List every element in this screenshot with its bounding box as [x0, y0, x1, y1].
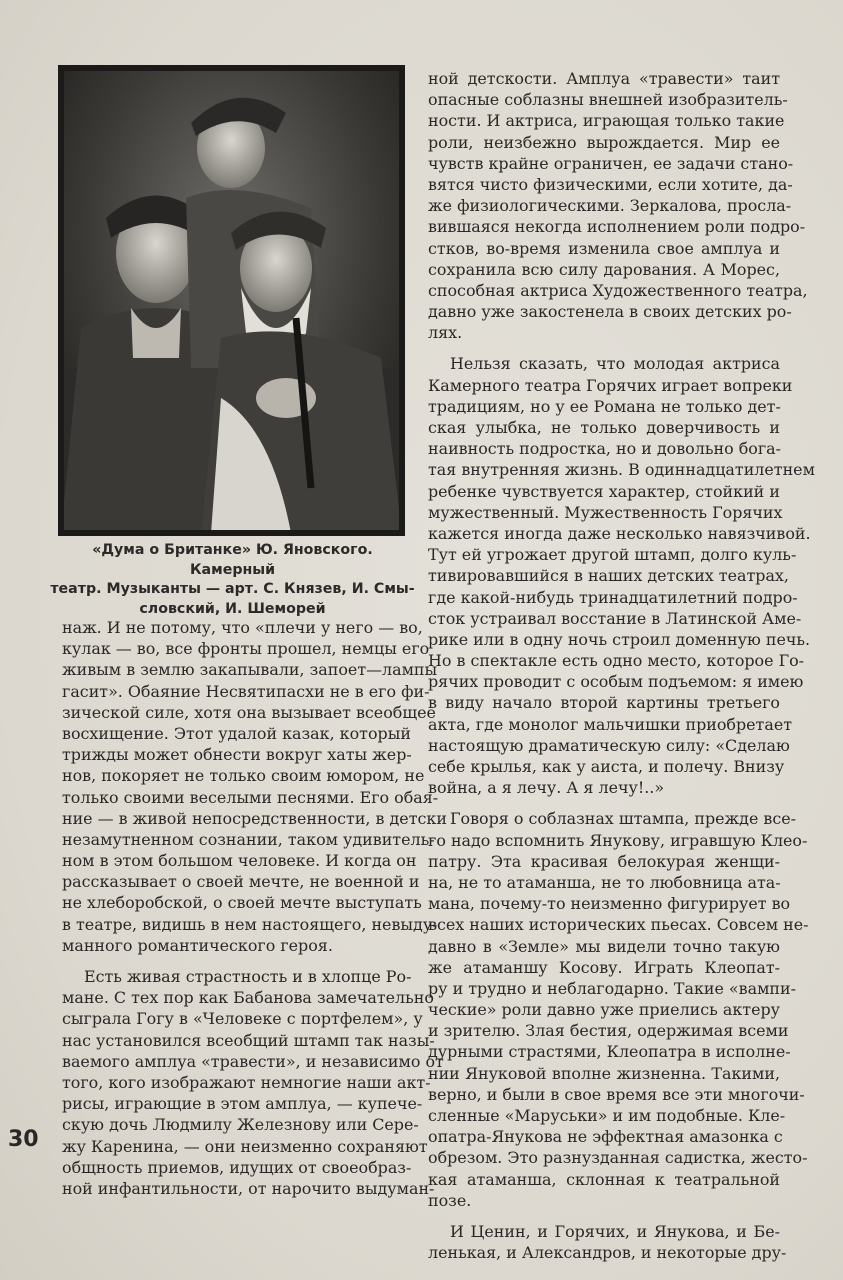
text-line: рассказывает о своей мечте, не военной и [62, 872, 420, 892]
page-number: 30 [8, 1127, 39, 1152]
paragraph [428, 68, 808, 343]
text-line: ская улыбка, не только доверчивость и [428, 418, 780, 437]
text-line: нии Януковой вполне жизненна. Такими, [428, 1063, 780, 1083]
text-line: не хлеборобской, о своей мечте выступать [62, 893, 422, 913]
paragraph [62, 966, 444, 1199]
text-line: война, а я лечу. А я лечу!..» [428, 778, 665, 798]
text-line: Но в спектакле есть одно место, которое Го- [428, 651, 805, 671]
text-line: сохранила всю силу дарования. А Морес, [428, 259, 780, 279]
text-line: Говоря о соблазнах штампа, прежде все- [450, 809, 797, 829]
text-line: давно уже закостенела в своих детских ро- [428, 302, 792, 322]
caption-line: «Дума о Британке» Ю. Яновского. Камерный [92, 542, 373, 578]
text-line: акта, где монолог мальчишки приобретает [428, 714, 793, 734]
text-line: себе крылья, как у аиста, и полечу. Внизу [428, 757, 785, 776]
text-line: кая атаманша, склонная к театральной [428, 1169, 780, 1189]
text-line: нов, покоряет не только своим юмором, не [62, 766, 425, 786]
text-line: чувств крайне ограничен, ее задачи стано- [428, 153, 794, 173]
text-line: Нельзя сказать, что молодая актриса [450, 354, 780, 374]
text-line: стков, во-время изменила свое амплуа и [428, 238, 780, 258]
text-line: верно, и были в свое время все эти многочи- [428, 1084, 805, 1104]
text-line: же атаманшу Косову. Играть Клеопат- [428, 957, 780, 977]
text-line: ние — в живой непосредственности, в детски [62, 808, 447, 828]
paragraph [428, 1221, 787, 1263]
text-line: тивировавшийся в наших детских театрах, [428, 566, 789, 586]
paragraph [62, 617, 447, 956]
text-line: скую дочь Людмилу Железнову или Сере- [62, 1115, 419, 1135]
text-line: живым в землю закапывали, запоет—лампы [62, 660, 438, 680]
text-line: опатра-Янукова не эффектная амазонка с [428, 1127, 783, 1147]
text-line: наж. И не потому, что «плечи у него — во, [62, 618, 423, 637]
text-line: кажется иногда даже несколько навязчивой. [428, 523, 811, 543]
text-line: ваемого амплуа «травести», и независимо от [62, 1051, 444, 1071]
text-line: наивность подростка, но и довольно бога- [428, 439, 782, 459]
theatre-photo [61, 68, 402, 533]
text-line: обрезом. Это разнузданная садистка, жесто- [428, 1148, 808, 1168]
paragraph-gap [62, 956, 404, 966]
text-line: ребенке чувствуется характер, стойкий и [428, 481, 780, 501]
text-line: и зрителю. Злая бестия, одержимая всеми [428, 1021, 789, 1041]
text-line: го надо вспомнить Янукову, игравшую Клео- [428, 830, 808, 850]
text-line: вятся чисто физическими, если хотите, да- [428, 174, 793, 194]
text-line: кулак — во, все фронты прошел, немцы его [62, 639, 430, 659]
text-line: того, кого изображают немногие наши акт- [62, 1072, 431, 1092]
text-line: общность приемов, идущих от своеобраз- [62, 1157, 412, 1177]
text-line: патру. Эта красивая белокурая женщи- [428, 851, 780, 871]
paragraph-gap [428, 798, 780, 808]
text-line: ной инфантильности, от нарочито выдуман- [62, 1178, 435, 1198]
text-line: гасит». Обаяние Несвятипасхи не в его фи- [62, 681, 430, 701]
text-line: дурными страстями, Клеопатра в исполне- [428, 1042, 791, 1062]
text-line: трижды может обнести вокруг хаты жер- [62, 745, 412, 765]
text-line: ности. И актриса, играющая только такие [428, 111, 785, 131]
left-column [62, 617, 447, 1199]
text-line: Камерного театра Горячих играет вопреки [428, 375, 793, 395]
text-line: опасные соблазны внешней изобразитель- [428, 90, 788, 110]
paragraph [428, 353, 815, 798]
text-line: мане. С тех пор как Бабанова замечательно [62, 988, 434, 1008]
text-line: Есть живая страстность и в хлопце Ро- [84, 967, 412, 986]
text-line: же физиологическими. Зеркалова, просла- [428, 196, 792, 216]
text-line: ном в этом большом человеке. И когда он [62, 851, 417, 871]
text-line: настоящую драматическую силу: «Сделаю [428, 735, 790, 755]
text-line: манного романтического героя. [62, 935, 333, 955]
text-line: незамутненном сознании, таком удивитель- [62, 829, 435, 849]
text-line: мана, почему-то неизменно фигурирует во [428, 894, 791, 914]
text-line: давно в «Земле» мы видели точно такую [428, 936, 780, 956]
caption-line: театр. Музыканты — арт. С. Князев, И. Смы- [50, 581, 415, 597]
text-line: ленькая, и Александров, и некоторые дру- [428, 1243, 787, 1263]
text-line: лях. [428, 323, 463, 343]
text-line: рячих проводит с особым подъемом: я имею [428, 672, 804, 692]
text-line: зической силе, хотя она вызывает всеобщее [62, 702, 436, 722]
text-line: ной детскости. Амплуа «травести» таит [428, 69, 780, 88]
text-line: вившаяся некогда исполнением роли подро- [428, 217, 806, 237]
text-line: восхищение. Этот удалой казак, который [62, 723, 411, 743]
text-line: только своими веселыми песнями. Его обая- [62, 787, 439, 807]
paragraph [428, 808, 809, 1211]
text-line: в виду начало второй картины третьего [428, 693, 780, 713]
text-line: способная актриса Художественного театра, [428, 280, 808, 300]
text-line: И Ценин, и Горячих, и Янукова, и Бе- [450, 1221, 780, 1241]
text-line: где какой-нибудь тринадцатилетний подро- [428, 587, 798, 607]
text-line: Тут ей угрожает другой штамп, долго куль- [428, 545, 797, 565]
text-line: традициям, но у ее Романа не только дет- [428, 396, 781, 416]
text-line: сыграла Гогу в «Человеке с портфелем», у [62, 1009, 423, 1029]
text-line: тая внутренняя жизнь. В одиннадцатилетнем [428, 460, 815, 480]
text-line: на, не то атаманша, не то любовница ата- [428, 872, 781, 892]
text-line: нас установился всеобщий штамп так назы- [62, 1030, 435, 1050]
text-line: ческие» роли давно уже приелись актеру [428, 1000, 780, 1020]
text-line: в театре, видишь в нем настоящего, невыду- [62, 914, 438, 934]
text-line: рике или в одну ночь строил доменную печь. [428, 629, 811, 649]
paragraph-gap [428, 1211, 780, 1221]
theatre-photo-icon [61, 68, 402, 533]
text-line: рисы, играющие в этом амплуа, — купече- [62, 1094, 423, 1114]
paragraph-gap [428, 343, 780, 353]
text-line: ру и трудно и неблагодарно. Такие «вампи- [428, 978, 796, 998]
text-line: сток устраивал восстание в Латинской Аме- [428, 608, 802, 628]
text-line: жу Каренина, — они неизменно сохраняют [62, 1136, 428, 1156]
text-line: позе. [428, 1190, 472, 1210]
text-line: сленные «Маруськи» и им подобные. Кле- [428, 1106, 786, 1125]
text-line: всех наших исторических пьесах. Совсем не- [428, 915, 809, 935]
photo-caption [50, 541, 415, 619]
right-column [428, 68, 815, 1263]
caption-line: словский, И. Шеморей [139, 600, 326, 617]
text-line: роли, неизбежно вырождается. Мир ее [428, 132, 780, 152]
text-line: мужественный. Мужественность Горячих [428, 502, 783, 522]
